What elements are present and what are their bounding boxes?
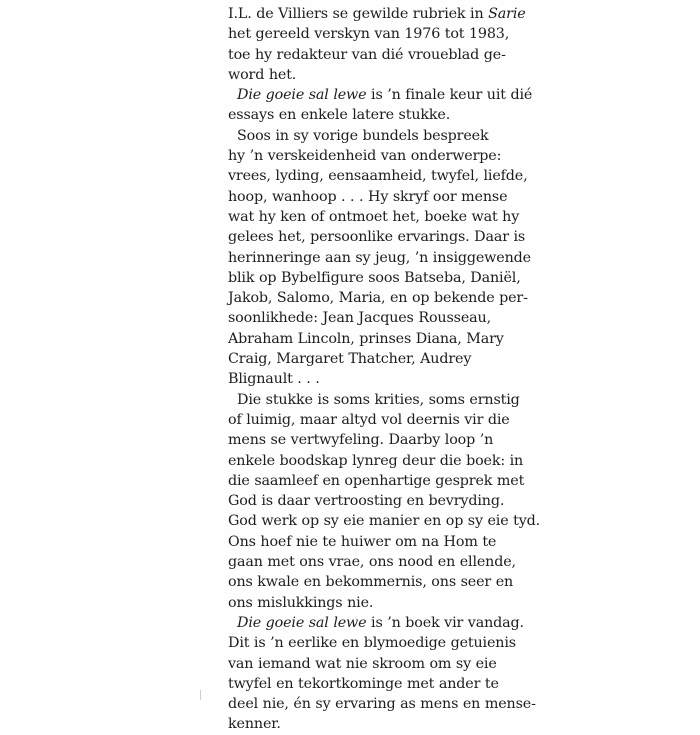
text-segment: enkele boodskap lynreg deur die boek: in (228, 452, 524, 469)
text-line (228, 85, 533, 105)
text-line (228, 572, 514, 592)
text-segment: soonlikhede: Jean Jacques Rousseau, (228, 310, 491, 327)
text-segment: Soos in sy vorige bundels bespreek (237, 127, 489, 144)
text-segment: Ons hoef nie te huiwer om na Hom te (228, 533, 497, 550)
text-segment: hy ’n verskeidenheid van onderwerpe: (228, 148, 502, 165)
book-title-italic: Sarie (488, 6, 526, 22)
paragraph (228, 85, 533, 126)
text-line (228, 714, 492, 734)
text-line (228, 288, 528, 308)
text-line (228, 633, 516, 653)
text-segment: ons kwale en bekommernis, ons seer en (228, 574, 514, 591)
text-segment: toe hy redakteur van dié vroueblad ge- (228, 46, 506, 63)
text-line (228, 552, 516, 572)
text-segment: deel nie, én sy ervaring as mens en mense- (228, 696, 536, 713)
text-segment: word het. (228, 66, 297, 83)
text-segment: Dit is ’n eerlike en blymoedige getuienis (228, 635, 516, 652)
text-segment: wat hy ken of ontmoet het, boeke wat hy (228, 208, 520, 225)
text-segment: essays en enkele latere stukke. (228, 107, 451, 124)
text-segment: gaan met ons vrae, ons nood en ellende, (228, 554, 516, 571)
text-line (228, 268, 521, 288)
text-line (228, 593, 492, 613)
text-line (228, 430, 492, 450)
text-segment: Die stukke is soms krities, soms ernstig (237, 391, 520, 408)
text-segment: of luimig, maar altyd vol deernis vir die (228, 411, 510, 428)
blurb-text-column (228, 4, 541, 735)
book-title-italic: Die goeie sal lewe (237, 614, 367, 631)
text-line (228, 146, 502, 166)
text-line (228, 451, 524, 471)
text-line (228, 65, 492, 85)
paragraph (228, 4, 526, 85)
text-segment: God is daar vertroosting en bevryding. (228, 493, 505, 510)
text-segment: die saamleef en openhartige gesprek met (228, 472, 525, 489)
text-segment: God werk op sy eie manier en op sy eie tyd. (228, 513, 541, 530)
text-segment: herinneringe aan sy jeug, ’n insiggewende (228, 249, 531, 266)
text-segment: mens se vertwyfeling. Daarby loop ’n (228, 432, 494, 449)
text-line (228, 613, 524, 633)
text-line (228, 329, 504, 349)
text-line (228, 4, 526, 24)
text-line (228, 45, 506, 65)
text-line (228, 24, 510, 44)
text-segment: vrees, lyding, eensaamheid, twyfel, liefde, (228, 168, 528, 185)
text-line (228, 248, 531, 268)
text-line (228, 166, 528, 186)
text-segment: Craig, Margaret Thatcher, Audrey (228, 351, 472, 368)
text-line (228, 308, 492, 328)
text-segment: Abraham Lincoln, prinses Diana, Mary (228, 330, 504, 347)
text-segment: het gereeld verskyn van 1976 tot 1983, (228, 26, 510, 43)
text-line (228, 674, 499, 694)
text-line (228, 349, 492, 369)
text-segment: Blignault . . . (228, 371, 320, 388)
text-line (228, 227, 526, 247)
text-line (228, 694, 536, 714)
paragraph (228, 390, 541, 613)
text-line (228, 390, 520, 410)
text-line (228, 187, 508, 207)
text-segment: I.L. de Villiers se gewilde rubriek in (228, 6, 489, 22)
text-line (228, 105, 492, 125)
text-line (228, 491, 505, 511)
text-line (228, 126, 492, 146)
text-segment: van iemand wat nie skroom om sy eie (228, 655, 497, 672)
text-segment: ons mislukkings nie. (228, 594, 374, 611)
text-line (228, 511, 541, 531)
text-segment: Jakob, Salomo, Maria, en op bekende per- (228, 290, 528, 307)
text-line (228, 654, 497, 674)
text-segment: gelees het, persoonlike ervarings. Daar is (228, 229, 526, 246)
text-line (228, 369, 492, 389)
text-line (228, 410, 510, 430)
paragraph (228, 613, 536, 735)
text-line (228, 207, 520, 227)
text-segment: hoop, wanhoop . . . Hy skryf oor mense (228, 188, 508, 205)
book-title-italic: Die goeie sal lewe (237, 87, 367, 104)
text-segment: is ’n boek vir vandag. (366, 614, 524, 631)
text-line (228, 532, 497, 552)
text-segment: kenner. (228, 716, 281, 733)
text-segment: is ’n finale keur uit dié (366, 87, 533, 104)
text-line (228, 471, 525, 491)
text-segment: blik op Bybelfigure soos Batseba, Daniël, (228, 269, 521, 286)
paragraph (228, 126, 531, 390)
page-edge-mark (200, 690, 201, 700)
text-segment: twyfel en tekortkominge met ander te (228, 675, 499, 692)
